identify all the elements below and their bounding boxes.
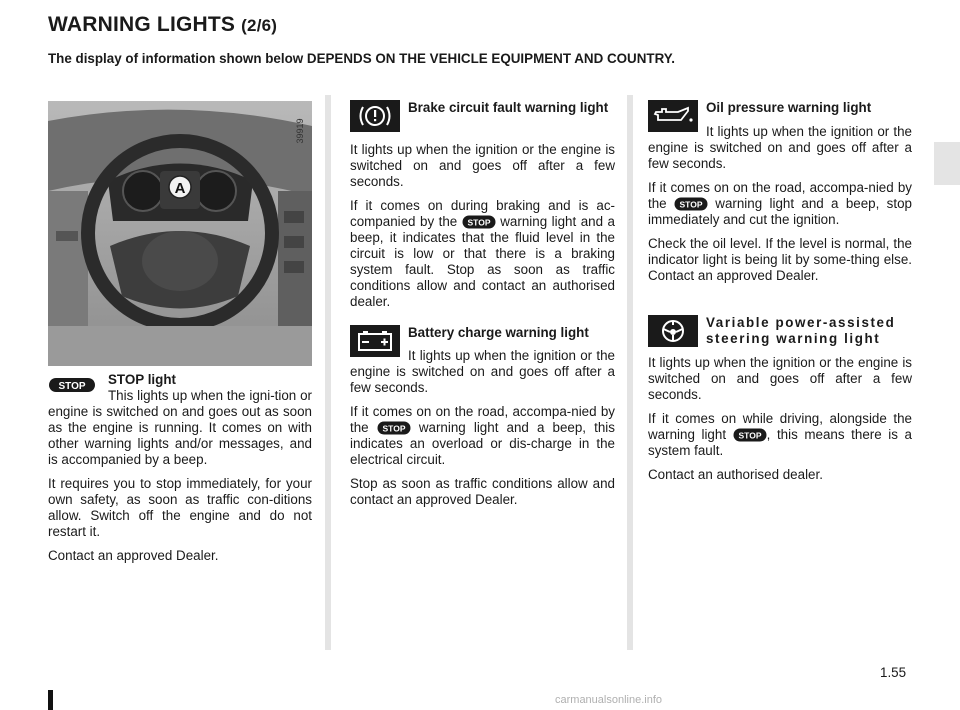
illustration-code: 39919 (295, 118, 305, 144)
steering-p2: If it comes on while driving, alongside the warning light STOP , this means there is a system fault. (648, 411, 912, 458)
title-part: (2/6) (241, 16, 278, 35)
svg-text:STOP: STOP (679, 199, 703, 210)
stop-light-p3: Contact an approved Dealer. (48, 548, 219, 563)
battery-p3: Stop as soon as traffic conditions allow and contact an approved Dealer. (350, 476, 615, 507)
column-divider-1 (325, 95, 331, 650)
page-title (48, 13, 277, 37)
brake-section (350, 100, 615, 318)
svg-text:STOP: STOP (738, 430, 762, 441)
oil-can-icon (648, 100, 698, 132)
stop-badge-icon (733, 428, 767, 442)
column-divider-2 (627, 95, 633, 650)
stop-light-heading: STOP light (108, 372, 176, 387)
stop-badge-icon (462, 215, 496, 229)
dashboard-illustration (48, 101, 312, 366)
battery-section (350, 325, 615, 516)
footer-bar (48, 690, 53, 710)
stop-light-p1: This lights up when the igni-tion or engine is switched on and goes out as soon as the engine is running. It comes on with other warning lights and/or messages, and is accompanied by a beep. (48, 388, 312, 467)
oil-heading: Oil pressure warning light (706, 100, 872, 115)
battery-p2: If it comes on on the road, accompa-nied by the STOP warning light and a beep, this indicates an overload or dis-charge in the electrical circuit. (350, 404, 615, 467)
stop-badge-icon (48, 377, 96, 393)
oil-section (648, 100, 912, 292)
brake-p2: If it comes on during braking and is ac-companied by the STOP warning light and a beep, it indicates that the fluid level in the circuit is low or that there is a braking system fault. Stop as soon as traffic conditions allow and contact an authorised dealer. (350, 198, 615, 309)
stop-badge-icon (674, 197, 708, 211)
brake-warning-icon (350, 100, 400, 132)
stop-badge-icon (377, 421, 411, 435)
oil-p3: Check the oil level. If the level is normal, the indicator light is being lit by some-thing else. Contact an approved Dealer. (648, 236, 912, 283)
svg-text:STOP: STOP (467, 217, 491, 228)
battery-p1: It lights up when the ignition or the engine is switched on and goes off after a few seconds. (350, 348, 615, 395)
battery-icon (350, 325, 400, 357)
steering-heading: Variable power-assisted steering warning light (706, 315, 896, 346)
chapter-tab (934, 142, 960, 185)
oil-p1: It lights up when the ignition or the engine is switched on and goes off after a few seconds. (648, 124, 912, 171)
battery-heading: Battery charge warning light (408, 325, 589, 340)
brake-heading: Brake circuit fault warning light (408, 100, 609, 115)
brake-p1: It lights up when the ignition or the engine is switched on and goes off after a few seconds. (350, 142, 615, 189)
page-subtitle: The display of information shown below DEPENDS ON THE VEHICLE EQUIPMENT AND COUNTRY. (48, 51, 675, 66)
steering-wheel-icon (648, 315, 698, 347)
svg-text:STOP: STOP (58, 381, 86, 392)
title-text: WARNING LIGHTS (48, 13, 236, 36)
callout-a: A (174, 180, 186, 197)
page-number: 1.55 (880, 665, 907, 680)
stop-light-section (48, 372, 312, 572)
stop-light-p2: It requires you to stop immediately, for your own safety, as soon as traffic con-ditions allow. Switch off the engine and do not restart it. (48, 476, 312, 539)
steering-section (648, 315, 912, 491)
steering-p1: It lights up when the ignition or the engine is switched on and goes off after a few seconds. (648, 355, 912, 402)
watermark: carmanualsonline.info (555, 694, 663, 706)
oil-p2: If it comes on on the road, accompa-nied by the STOP warning light and a beep, stop immediately and cut the ignition. (648, 180, 912, 227)
svg-text:STOP: STOP (382, 423, 406, 434)
steering-p3: Contact an authorised dealer. (648, 467, 823, 482)
